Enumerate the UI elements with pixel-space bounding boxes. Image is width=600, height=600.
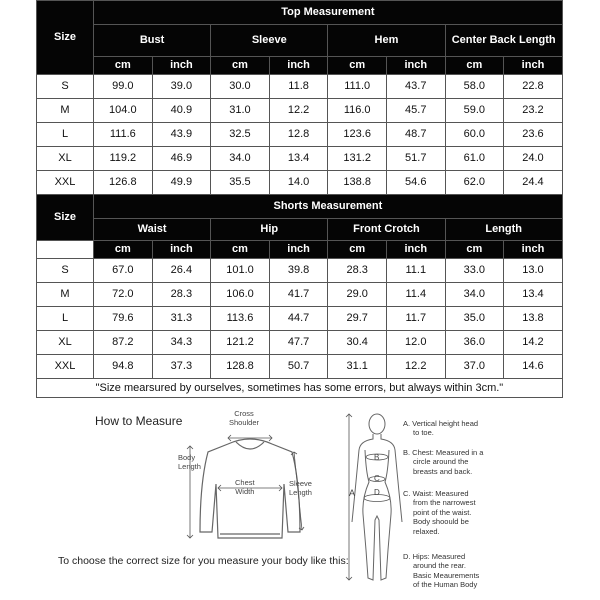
size-header: Size xyxy=(37,195,94,241)
unit-header: inch xyxy=(269,57,328,75)
size-cell: S xyxy=(37,259,94,283)
value-cell: 111.6 xyxy=(94,123,153,147)
value-cell: 14.0 xyxy=(269,171,328,195)
sweater-measure-diagram xyxy=(180,422,320,562)
size-row xyxy=(37,123,563,147)
value-cell: 58.0 xyxy=(445,75,504,99)
value-cell: 13.8 xyxy=(504,307,563,331)
value-cell: 28.3 xyxy=(328,259,387,283)
value-cell: 31.0 xyxy=(211,99,270,123)
legend-letter: B. xyxy=(403,448,413,457)
value-cell: 11.8 xyxy=(269,75,328,99)
unit-header: inch xyxy=(386,241,445,259)
figure-letter-a: A xyxy=(349,488,356,498)
unit-header: inch xyxy=(504,241,563,259)
legend-line: from the narrowest xyxy=(413,498,476,508)
unit-header: cm xyxy=(94,241,153,259)
hip-header: Hip xyxy=(211,219,328,241)
value-cell: 32.5 xyxy=(211,123,270,147)
unit-header: inch xyxy=(152,241,211,259)
figure-letter-b: B xyxy=(374,453,380,462)
value-cell: 37.0 xyxy=(445,355,504,379)
unit-header: cm xyxy=(445,241,504,259)
sleeve-length-label-line: Length xyxy=(289,487,312,497)
size-row xyxy=(37,99,563,123)
value-cell: 11.4 xyxy=(386,283,445,307)
length-header: Length xyxy=(445,219,562,241)
value-cell: 24.0 xyxy=(504,147,563,171)
size-row xyxy=(37,331,563,355)
value-cell: 72.0 xyxy=(94,283,153,307)
size-row xyxy=(37,147,563,171)
value-cell: 51.7 xyxy=(386,147,445,171)
value-cell: 31.3 xyxy=(152,307,211,331)
value-cell: 104.0 xyxy=(94,99,153,123)
legend-line: relaxed. xyxy=(413,526,440,536)
center-back-length-header: Center Back Length xyxy=(445,25,562,57)
size-row xyxy=(37,283,563,307)
how-to-measure-section xyxy=(0,402,600,600)
value-cell: 47.7 xyxy=(269,331,328,355)
value-cell: 43.9 xyxy=(152,123,211,147)
measure-instruction: To choose the correct size for you measure your body like this: xyxy=(58,555,349,567)
value-cell: 13.0 xyxy=(504,259,563,283)
bust-header: Bust xyxy=(94,25,211,57)
value-cell: 29.7 xyxy=(328,307,387,331)
size-header: Size xyxy=(37,1,94,75)
unit-header: cm xyxy=(328,57,387,75)
value-cell: 14.6 xyxy=(504,355,563,379)
value-cell: 67.0 xyxy=(94,259,153,283)
value-cell: 39.8 xyxy=(269,259,328,283)
value-cell: 116.0 xyxy=(328,99,387,123)
size-cell: L xyxy=(37,307,94,331)
value-cell: 46.9 xyxy=(152,147,211,171)
value-cell: 62.0 xyxy=(445,171,504,195)
value-cell: 41.7 xyxy=(269,283,328,307)
value-cell: 50.7 xyxy=(269,355,328,379)
value-cell: 121.2 xyxy=(211,331,270,355)
value-cell: 101.0 xyxy=(211,259,270,283)
size-header-spacer xyxy=(37,241,94,259)
value-cell: 79.6 xyxy=(94,307,153,331)
size-cell: M xyxy=(37,283,94,307)
shorts-measurement-title: Shorts Measurement xyxy=(94,195,563,219)
unit-header: inch xyxy=(269,241,328,259)
legend-line: around the rear. xyxy=(413,561,466,571)
value-cell: 45.7 xyxy=(386,99,445,123)
size-cell: L xyxy=(37,123,94,147)
legend-line: Vertical height head xyxy=(412,419,479,428)
value-cell: 26.4 xyxy=(152,259,211,283)
top-measurement-title: Top Measurement xyxy=(94,1,563,25)
value-cell: 34.0 xyxy=(445,283,504,307)
value-cell: 48.7 xyxy=(386,123,445,147)
legend-line: Waist: Measured xyxy=(412,489,469,498)
value-cell: 40.9 xyxy=(152,99,211,123)
legend-line: Basic Meaurements xyxy=(413,570,480,580)
value-cell: 30.4 xyxy=(328,331,387,355)
value-cell: 24.4 xyxy=(504,171,563,195)
value-cell: 12.8 xyxy=(269,123,328,147)
top-table-body xyxy=(37,75,563,195)
shorts-table-body xyxy=(37,259,563,379)
value-cell: 12.0 xyxy=(386,331,445,355)
value-cell: 33.0 xyxy=(445,259,504,283)
size-row xyxy=(37,307,563,331)
unit-header: inch xyxy=(504,57,563,75)
value-cell: 54.6 xyxy=(386,171,445,195)
legend-item xyxy=(403,489,498,536)
value-cell: 34.0 xyxy=(211,147,270,171)
measurement-note: "Size mearsured by ourselves, sometimes has some errors, but always within 3cm." xyxy=(37,379,563,398)
size-cell: XXL xyxy=(37,171,94,195)
legend-line: point of the waist. xyxy=(413,507,472,517)
legend-line: Hips: Measured xyxy=(412,552,466,561)
size-cell: S xyxy=(37,75,94,99)
unit-row xyxy=(37,241,563,259)
size-cell: XL xyxy=(37,147,94,171)
front-crotch-header: Front Crotch xyxy=(328,219,445,241)
value-cell: 60.0 xyxy=(445,123,504,147)
value-cell: 39.0 xyxy=(152,75,211,99)
size-cell: XL xyxy=(37,331,94,355)
legend-item xyxy=(403,419,498,438)
value-cell: 113.6 xyxy=(211,307,270,331)
unit-header: cm xyxy=(211,241,270,259)
sleeve-length-label-line: Sleeve xyxy=(289,479,312,488)
legend-item xyxy=(403,552,498,590)
unit-header: cm xyxy=(445,57,504,75)
value-cell: 123.6 xyxy=(328,123,387,147)
value-cell: 128.8 xyxy=(211,355,270,379)
value-cell: 106.0 xyxy=(211,283,270,307)
top-measurement-table xyxy=(36,0,563,195)
unit-row xyxy=(37,57,563,75)
value-cell: 34.3 xyxy=(152,331,211,355)
value-cell: 11.7 xyxy=(386,307,445,331)
legend-line: to toe. xyxy=(413,428,434,438)
body-measure-figure xyxy=(342,410,412,590)
value-cell: 30.0 xyxy=(211,75,270,99)
value-cell: 12.2 xyxy=(269,99,328,123)
value-cell: 12.2 xyxy=(386,355,445,379)
value-cell: 61.0 xyxy=(445,147,504,171)
value-cell: 13.4 xyxy=(269,147,328,171)
shorts-measurement-table xyxy=(36,194,563,398)
value-cell: 13.4 xyxy=(504,283,563,307)
value-cell: 28.3 xyxy=(152,283,211,307)
value-cell: 37.3 xyxy=(152,355,211,379)
size-row xyxy=(37,355,563,379)
value-cell: 36.0 xyxy=(445,331,504,355)
unit-header: inch xyxy=(386,57,445,75)
value-cell: 49.9 xyxy=(152,171,211,195)
cross-shoulder-label-line: Cross xyxy=(234,409,254,418)
value-cell: 94.8 xyxy=(94,355,153,379)
sleeve-header: Sleeve xyxy=(211,25,328,57)
size-row xyxy=(37,171,563,195)
chest-width-label-line: Chest xyxy=(235,478,255,487)
legend-item xyxy=(403,448,498,476)
value-cell: 99.0 xyxy=(94,75,153,99)
legend-line: of the Human Body xyxy=(413,580,478,590)
value-cell: 59.0 xyxy=(445,99,504,123)
value-cell: 23.2 xyxy=(504,99,563,123)
value-cell: 23.6 xyxy=(504,123,563,147)
size-row xyxy=(37,75,563,99)
legend-line: breasts and back. xyxy=(413,466,473,476)
hem-header: Hem xyxy=(328,25,445,57)
unit-header: inch xyxy=(152,57,211,75)
value-cell: 35.5 xyxy=(211,171,270,195)
value-cell: 35.0 xyxy=(445,307,504,331)
figure-letter-d: D xyxy=(374,488,380,497)
value-cell: 14.2 xyxy=(504,331,563,355)
legend-letter: D. xyxy=(403,552,413,561)
chest-width-label-line: Width xyxy=(235,486,255,496)
body-length-label-line: Length xyxy=(178,461,201,471)
value-cell: 31.1 xyxy=(328,355,387,379)
legend-letter: C. xyxy=(403,489,413,498)
value-cell: 87.2 xyxy=(94,331,153,355)
unit-header: cm xyxy=(94,57,153,75)
value-cell: 111.0 xyxy=(328,75,387,99)
value-cell: 131.2 xyxy=(328,147,387,171)
value-cell: 43.7 xyxy=(386,75,445,99)
value-cell: 44.7 xyxy=(269,307,328,331)
legend-line: Body shoould be xyxy=(413,517,469,527)
value-cell: 126.8 xyxy=(94,171,153,195)
legend-letter: A. xyxy=(403,419,413,428)
value-cell: 29.0 xyxy=(328,283,387,307)
legend-line: Chest: Measured in a xyxy=(412,448,484,457)
waist-header: Waist xyxy=(94,219,211,241)
size-row xyxy=(37,259,563,283)
unit-header: cm xyxy=(328,241,387,259)
cross-shoulder-label-line: Shoulder xyxy=(229,417,260,427)
value-cell: 22.8 xyxy=(504,75,563,99)
value-cell: 138.8 xyxy=(328,171,387,195)
legend-line: circle around the xyxy=(413,457,469,467)
size-cell: XXL xyxy=(37,355,94,379)
size-cell: M xyxy=(37,99,94,123)
body-length-label-line: Body xyxy=(178,453,196,462)
value-cell: 11.1 xyxy=(386,259,445,283)
unit-header: cm xyxy=(211,57,270,75)
value-cell: 119.2 xyxy=(94,147,153,171)
how-to-measure-title: How to Measure xyxy=(95,414,183,428)
figure-letter-c: C xyxy=(374,474,380,483)
